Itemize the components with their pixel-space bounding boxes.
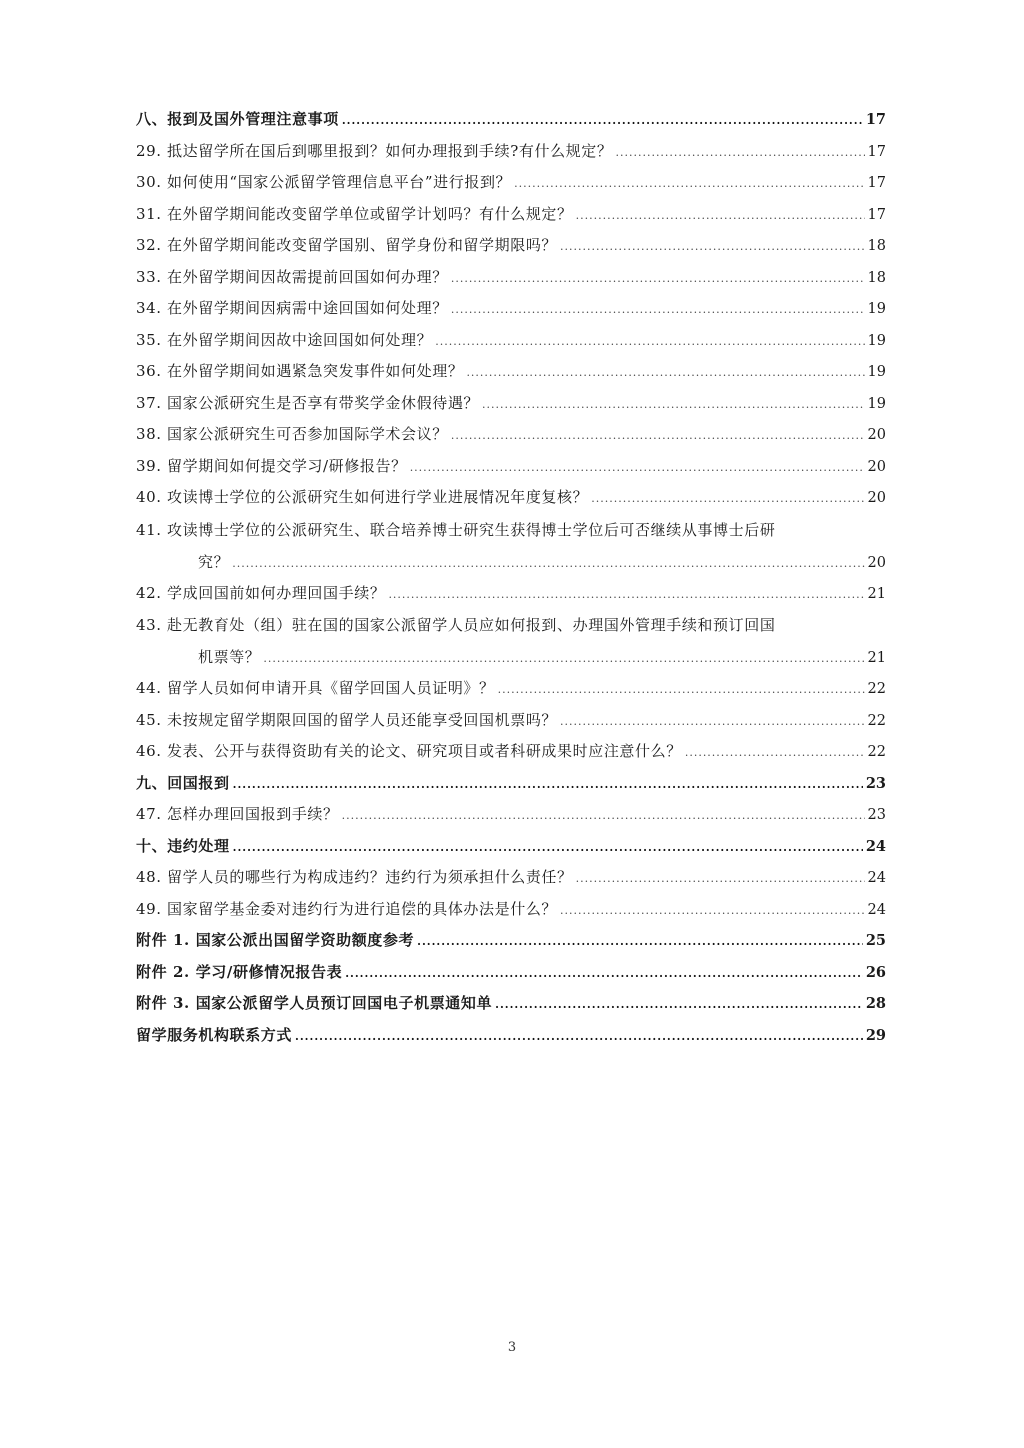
toc-page-number: 17 (865, 111, 886, 128)
toc-entry-title: 38. 国家公派研究生可否参加国际学术会议？ (136, 425, 448, 443)
toc-entry-title: 31. 在外留学期间能改变留学单位或留学计划吗？有什么规定？ (136, 204, 573, 223)
toc-page-number: 23 (867, 807, 886, 823)
toc-entry[interactable] (136, 482, 886, 514)
dot-leader (495, 989, 863, 1021)
toc-page-number: 19 (867, 395, 886, 412)
toc-entry[interactable] (136, 957, 886, 989)
toc-page-number: 24 (867, 901, 886, 918)
dot-leader (232, 548, 864, 580)
toc-entry[interactable] (136, 388, 886, 420)
toc-entry[interactable] (136, 1020, 886, 1052)
toc-entry[interactable] (136, 136, 886, 168)
toc-entry-title: 42. 学成回国前如何办理回国手续？ (136, 583, 386, 602)
toc-page-number: 24 (867, 870, 886, 886)
toc-entry-title: 34. 在外留学期间因病需中途回国如何处理？ (136, 299, 448, 317)
toc-entry[interactable] (136, 293, 886, 325)
dot-leader (576, 200, 865, 232)
toc-entry-title: 29. 抵达留学所在国后到哪里报到？如何办理报到手续?有什么规定？ (136, 141, 613, 160)
dot-leader (388, 579, 864, 611)
dot-leader (435, 326, 864, 358)
dot-leader (342, 105, 863, 137)
toc-entry-title: 留学服务机构联系方式 (136, 1025, 293, 1044)
toc-entry[interactable] (136, 705, 886, 737)
toc-entry-title: 32. 在外留学期间能改变留学国别、留学身份和留学期限吗？ (136, 236, 558, 254)
toc-entry[interactable] (136, 356, 886, 388)
toc-page-number: 22 (867, 712, 886, 729)
toc-entry[interactable] (136, 673, 886, 705)
toc-page-number: 18 (867, 269, 886, 286)
toc-entry[interactable] (136, 831, 886, 863)
toc-entry-title: 43. 赴无教育处（组）驻在国的国家公派留学人员应如何报到、办理国外管理手续和预订回国 (136, 616, 776, 634)
dot-leader (466, 357, 864, 389)
toc-page-number: 17 (867, 175, 886, 191)
toc-page-number: 20 (867, 427, 886, 443)
toc-entry[interactable] (136, 230, 886, 262)
toc-entry-title: 48. 留学人员的哪些行为构成违约？违约行为须承担什么责任？ (136, 868, 573, 886)
toc-entry[interactable] (136, 925, 886, 957)
toc-entry-title: 附件 3. 国家公派留学人员预订回国电子机票通知单 (136, 994, 493, 1012)
toc-page-number: 20 (867, 458, 886, 475)
dot-leader (560, 706, 865, 738)
toc-entry[interactable] (136, 609, 886, 673)
toc-entry-title: 47. 怎样办理回国报到手续？ (136, 805, 339, 823)
dot-leader (514, 168, 864, 200)
toc-page-number: 29 (865, 1026, 886, 1044)
toc-entry-title: 36. 在外留学期间如遇紧急突发事件如何处理？ (136, 362, 464, 380)
toc-page-number: 26 (865, 963, 886, 981)
toc-page-number: 28 (865, 995, 886, 1012)
toc-page-number: 17 (867, 206, 886, 223)
toc-page-number: 20 (867, 554, 886, 571)
toc-page-number: 21 (867, 585, 886, 602)
toc-entry[interactable] (136, 104, 886, 136)
dot-leader (591, 483, 864, 515)
dot-leader (263, 643, 864, 675)
toc-entry-title: 45. 未按规定留学期限回国的留学人员还能享受回国机票吗？ (136, 710, 558, 729)
dot-leader (342, 800, 865, 832)
toc-entry[interactable] (136, 514, 886, 578)
toc-entry[interactable] (136, 862, 886, 894)
toc-entry[interactable] (136, 451, 886, 483)
toc-entry-title: 44. 留学人员如何申请开具《留学回国人员证明》？ (136, 679, 495, 697)
toc-page-number: 18 (867, 238, 886, 254)
toc-entry-title: 39. 留学期间如何提交学习/研修报告？ (136, 456, 407, 475)
toc-page-number: 22 (867, 744, 886, 760)
toc-entry[interactable] (136, 988, 886, 1020)
toc-entry-title: 41. 攻读博士学位的公派研究生、联合培养博士研究生获得博士学位后可否继续从事博士后研 (136, 520, 776, 539)
dot-leader (451, 294, 865, 326)
dot-leader (451, 263, 865, 295)
dot-leader (295, 1021, 863, 1053)
dot-leader (233, 769, 863, 801)
toc-entry-title: 九、回国报到 (136, 773, 230, 792)
dot-leader (560, 895, 865, 927)
toc-entry-title: 35. 在外留学期间因故中途回国如何处理？ (136, 330, 433, 349)
toc-entry[interactable] (136, 419, 886, 451)
page-number: 3 (507, 1340, 517, 1355)
dot-leader (685, 737, 865, 769)
toc-page-number: 20 (867, 490, 886, 506)
toc-entry-title: 30. 如何使用“国家公派留学管理信息平台”进行报到？ (136, 173, 512, 191)
toc-entry-title: 40. 攻读博士学位的公派研究生如何进行学业进展情况年度复核？ (136, 488, 589, 506)
toc-page-number: 19 (867, 301, 886, 317)
toc-page-number: 21 (867, 650, 886, 666)
toc-entry-title-continued: 究？ (198, 552, 230, 571)
dot-leader (410, 452, 865, 484)
dot-leader (482, 389, 865, 421)
toc-entry-title-continued: 机票等？ (198, 648, 261, 666)
dot-leader (615, 137, 864, 169)
toc-entry-title: 49. 国家留学基金委对违约行为进行追偿的具体办法是什么？ (136, 899, 558, 918)
toc-entry-title: 八、报到及国外管理注意事项 (136, 110, 339, 128)
toc-entry[interactable] (136, 768, 886, 800)
toc-entry-title: 附件 1. 国家公派出国留学资助额度参考 (136, 931, 415, 949)
toc-page-number: 19 (867, 364, 886, 380)
toc-entry-title: 附件 2. 学习/研修情况报告表 (136, 962, 343, 981)
toc-entry[interactable] (136, 799, 886, 831)
table-of-contents (136, 104, 886, 1051)
toc-page-number: 19 (867, 332, 886, 349)
dot-leader (345, 958, 863, 990)
toc-page-number: 17 (867, 143, 886, 160)
dot-leader (576, 863, 865, 895)
dot-leader (417, 926, 863, 958)
toc-entry[interactable] (136, 325, 886, 357)
toc-entry-title: 33. 在外留学期间因故需提前回国如何办理？ (136, 267, 448, 286)
toc-entry-title: 46. 发表、公开与获得资助有关的论文、研究项目或者科研成果时应注意什么？ (136, 742, 682, 760)
dot-leader (451, 420, 865, 452)
toc-page-number: 23 (865, 774, 886, 792)
toc-entry[interactable] (136, 578, 886, 610)
dot-leader (498, 674, 865, 706)
toc-page-number: 24 (865, 837, 886, 855)
toc-page-number: 22 (867, 681, 886, 697)
dot-leader (560, 231, 865, 263)
toc-entry[interactable] (136, 199, 886, 231)
dot-leader (233, 832, 863, 864)
toc-entry[interactable] (136, 262, 886, 294)
toc-entry-title: 37. 国家公派研究生是否享有带奖学金休假待遇？ (136, 393, 480, 412)
toc-entry[interactable] (136, 736, 886, 768)
toc-page-number: 25 (865, 932, 886, 949)
toc-entry[interactable] (136, 894, 886, 926)
toc-entry[interactable] (136, 167, 886, 199)
toc-entry-title: 十、违约处理 (136, 836, 230, 855)
